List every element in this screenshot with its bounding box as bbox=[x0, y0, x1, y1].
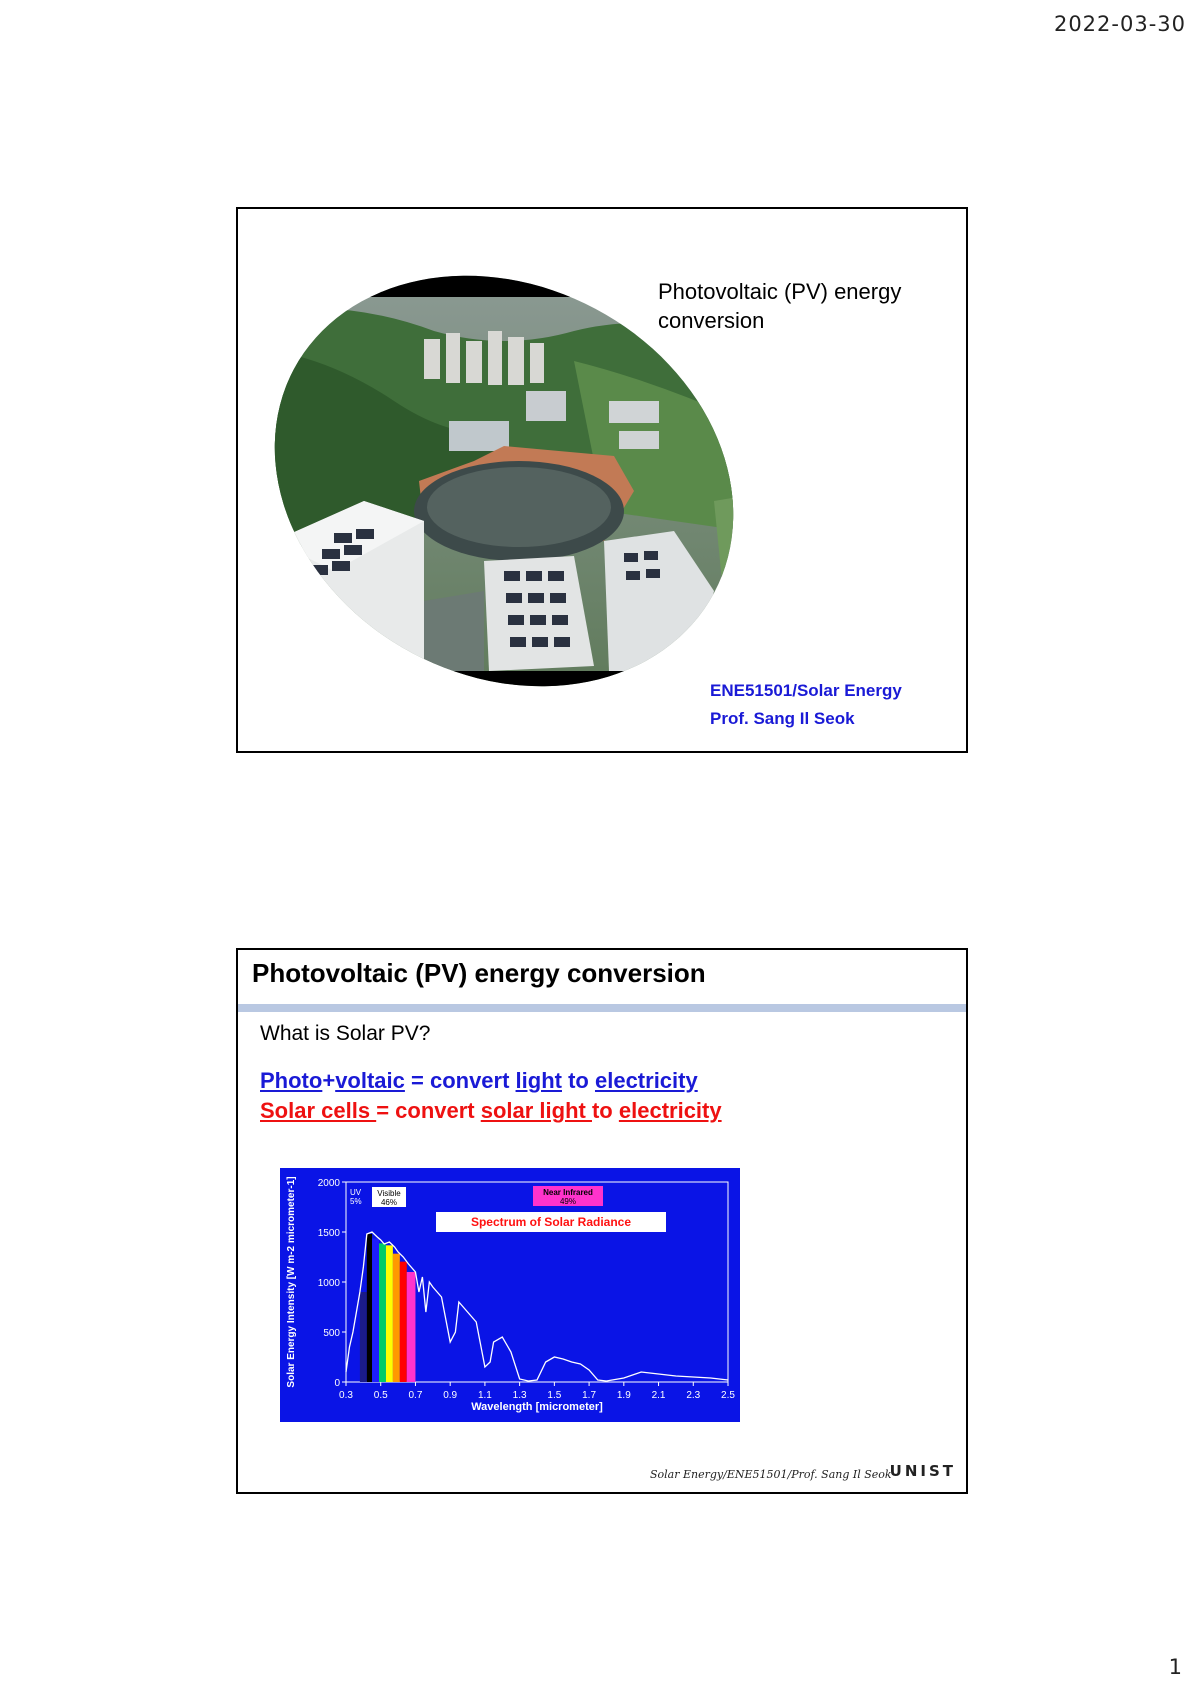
page-number: 1 bbox=[1168, 1655, 1182, 1679]
spectrum-band-6 bbox=[400, 1262, 407, 1382]
x-tick-label: 0.7 bbox=[408, 1390, 423, 1401]
word-solar-cells: Solar cells bbox=[260, 1098, 377, 1123]
word-to: to bbox=[561, 1068, 595, 1093]
x-tick-label: 0.3 bbox=[339, 1390, 353, 1401]
x-tick-label: 1.3 bbox=[512, 1390, 527, 1401]
uv-percent: 5% bbox=[350, 1197, 362, 1206]
definition-line-solar-cells bbox=[260, 1098, 722, 1124]
spectrum-band-4 bbox=[386, 1245, 393, 1382]
title-slide bbox=[236, 207, 968, 753]
equals-convert: = convert bbox=[376, 1098, 481, 1123]
nir-percent: 49% bbox=[559, 1197, 577, 1206]
nir-label: Near Infrared bbox=[543, 1188, 593, 1197]
plus-sign: + bbox=[322, 1068, 336, 1093]
equals-convert: = convert bbox=[404, 1068, 516, 1093]
y-tick-label: 0 bbox=[334, 1378, 340, 1389]
word-electricity: electricity bbox=[618, 1098, 722, 1123]
word-solar-light: solar light bbox=[480, 1098, 592, 1123]
course-code: ENE51501/Solar Energy bbox=[710, 681, 902, 700]
y-tick-label: 500 bbox=[323, 1328, 340, 1339]
slide-heading: Photovoltaic (PV) energy conversion bbox=[252, 958, 706, 988]
x-tick-label: 2.3 bbox=[686, 1390, 701, 1401]
solar-spectrum-chart bbox=[280, 1168, 740, 1422]
unist-logo: UNIST bbox=[889, 1462, 956, 1480]
slide-footer: Solar Energy/ENE51501/Prof. Sang Il Seok bbox=[650, 1468, 892, 1481]
chart-title: Spectrum of Solar Radiance bbox=[470, 1215, 632, 1229]
x-tick-label: 1.1 bbox=[477, 1390, 492, 1401]
word-light: light bbox=[515, 1068, 562, 1093]
page-date: 2022-03-30 bbox=[1053, 12, 1186, 36]
spectrum-band-7 bbox=[407, 1272, 416, 1382]
spectrum-band-5 bbox=[393, 1254, 400, 1382]
chart-background bbox=[280, 1168, 740, 1422]
word-to: to bbox=[591, 1098, 619, 1123]
professor-name: Prof. Sang Il Seok bbox=[710, 709, 855, 728]
x-tick-label: 0.9 bbox=[443, 1390, 458, 1401]
x-tick-label: 0.5 bbox=[373, 1390, 388, 1401]
x-tick-label: 1.5 bbox=[547, 1390, 562, 1401]
visible-percent: 46% bbox=[380, 1198, 398, 1207]
word-voltaic: voltaic bbox=[335, 1068, 405, 1093]
x-axis-label: Wavelength [micrometer] bbox=[471, 1401, 603, 1413]
definition-line-photovoltaic bbox=[260, 1068, 698, 1094]
word-photo: Photo bbox=[260, 1068, 323, 1093]
question-text: What is Solar PV? bbox=[260, 1022, 431, 1045]
visible-label: Visible bbox=[377, 1189, 401, 1198]
x-tick-label: 2.1 bbox=[651, 1390, 666, 1401]
x-tick-label: 2.5 bbox=[721, 1390, 735, 1401]
spectrum-band-3 bbox=[379, 1243, 386, 1382]
x-tick-label: 1.7 bbox=[582, 1390, 597, 1401]
spectrum-band-0 bbox=[360, 1292, 367, 1382]
uv-label: UV bbox=[350, 1188, 362, 1197]
slide-title: Photovoltaic (PV) energy conversion bbox=[658, 279, 902, 333]
y-tick-label: 2000 bbox=[317, 1178, 340, 1189]
heading-divider bbox=[238, 1004, 966, 1012]
y-tick-label: 1500 bbox=[317, 1228, 340, 1239]
word-electricity: electricity bbox=[594, 1068, 698, 1093]
y-axis-label: Solar Energy Intensity [W m-2 micrometer-1] bbox=[286, 1176, 297, 1388]
course-info bbox=[710, 677, 902, 733]
campus-photo bbox=[274, 271, 744, 701]
spectrum-band-2 bbox=[372, 1239, 379, 1383]
y-tick-label: 1000 bbox=[317, 1278, 340, 1289]
content-slide bbox=[236, 948, 968, 1494]
spectrum-band-1 bbox=[367, 1234, 372, 1382]
x-tick-label: 1.9 bbox=[616, 1390, 631, 1401]
